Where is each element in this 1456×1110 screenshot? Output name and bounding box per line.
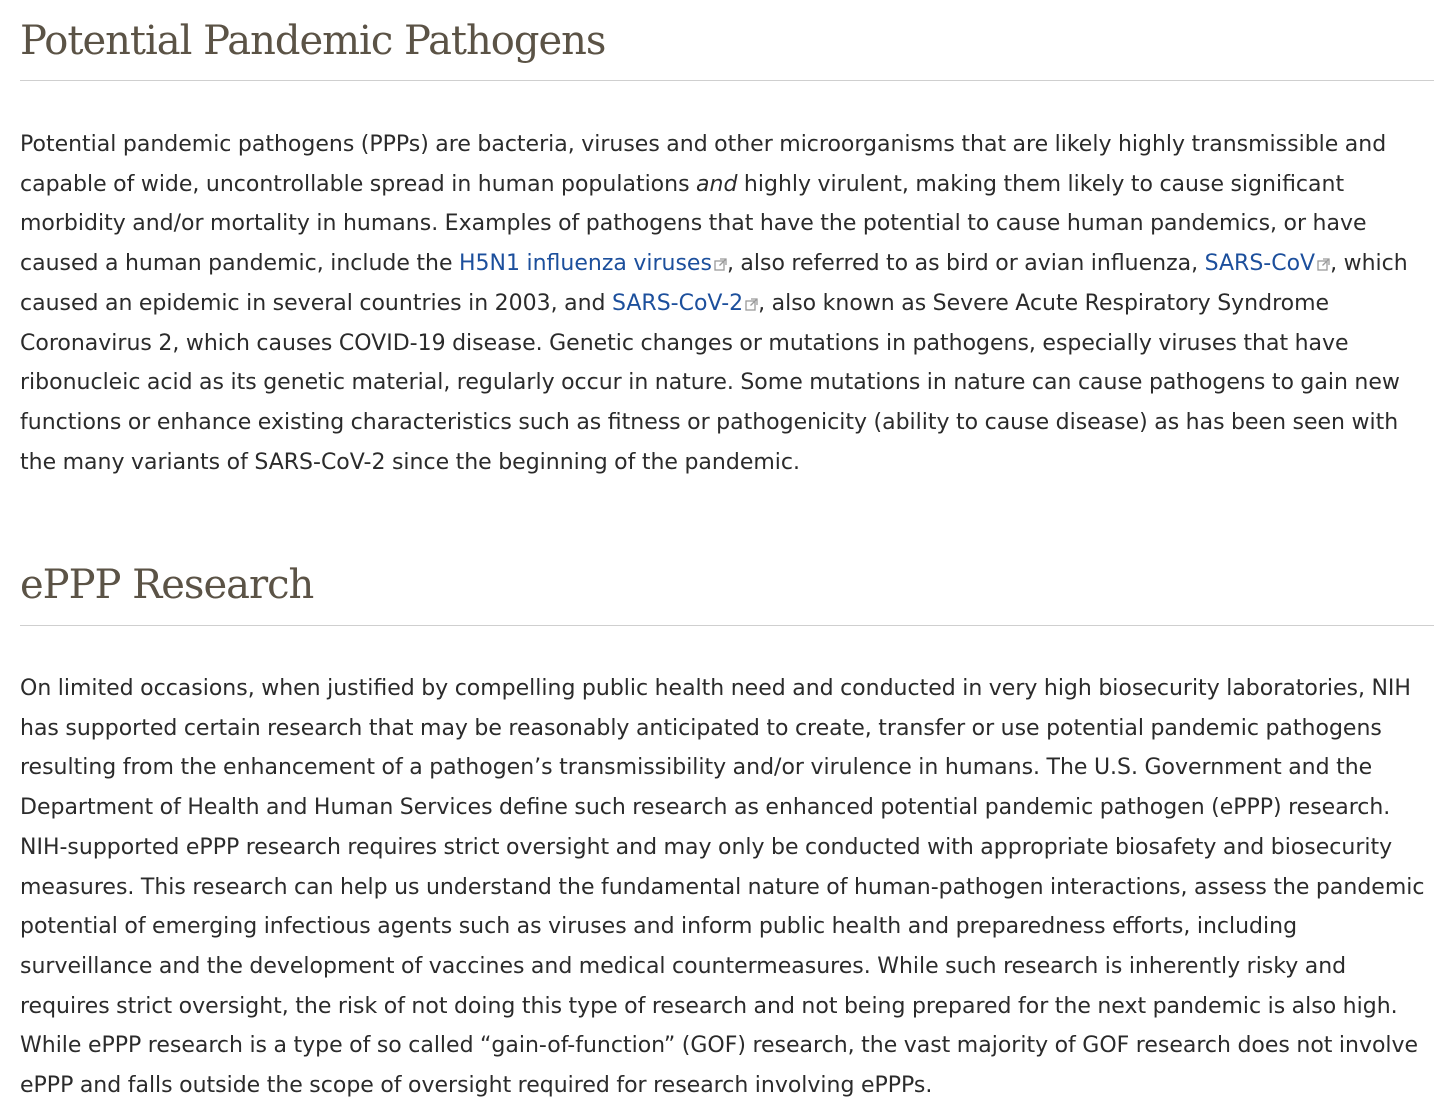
paragraph-text: , also referred to as bird or avian influenza, — [726, 251, 1205, 277]
link-label: SARS-CoV — [1204, 251, 1316, 277]
paragraph-text: , which caused an epidemic in several countries in 2003, and — [20, 251, 1408, 316]
link-label: SARS-CoV-2 — [612, 290, 744, 316]
link-label: H5N1 influenza viruses — [459, 251, 712, 277]
paragraph-eppp-research: On limited occasions, when justified by compelling public health need and conducted in very high biosecurity laboratories, NIH has supported certain research that may be reasonably anticipated to create, transfer or use potential pandemic pathogens resulting from the enhancement of a pathogen’s transmissibility and/or virulence in humans. The U.S. Government and the Department of Health and Human Services define such research as enhanced potential pandemic pathogen (ePPP) research. NIH-supported ePPP research requires strict oversight and may only be conducted with appropriate biosafety and biosecurity measures. This research can help us understand the fundamental nature of human-pathogen interactions, assess the pandemic potential of emerging infectious agents such as viruses and inform public health and preparedness efforts, including surveillance and the development of vaccines and medical countermeasures. While such research is inherently risky and requires strict oversight, the risk of not doing this type of research and not being prepared for the next pandemic is also high. While ePPP research is a type of so called “gain-of-function” (GOF) research, the vast majority of GOF research does not involve ePPP and falls outside the scope of oversight required for research involving ePPPs. — [20, 676, 1425, 1099]
link-sars-cov-2[interactable] — [612, 291, 758, 316]
paragraph-text: highly virulent, making them likely to cause significant morbidity and/or mortality in humans. Examples of pathogens that have the potential to cause human pandemics, or have caused a human pandemic, include the — [20, 171, 1367, 277]
external-link-icon — [745, 298, 758, 311]
external-link-icon — [714, 258, 727, 271]
link-sars-cov[interactable] — [1205, 251, 1330, 276]
divider — [20, 625, 1434, 626]
paragraph-text: Potential pandemic pathogens (PPPs) are bacteria, viruses and other microorganisms that are likely highly transmissible and capable of wide, uncontrollable spread in human populations — [20, 132, 1387, 197]
emphasis-text: and — [696, 171, 738, 197]
divider — [20, 80, 1434, 81]
section-heading-ppp: Potential Pandemic Pathogens — [20, 18, 606, 64]
paragraph-ppp — [20, 125, 1434, 482]
section-heading-eppp-research: ePPP Research — [20, 562, 314, 608]
link-h5n1-influenza[interactable] — [459, 251, 727, 276]
paragraph-text: , also known as Severe Acute Respiratory Syndrome Coronavirus 2, which causes COVID-19 disease. Genetic changes or mutations in pathogens, especially viruses that have ribonucleic acid as its genetic material, regularly occur in nature. Some mutations in nature can cause pathogens to gain new functions or enhance existing characteristics such as fitness or pathogenicity (ability to cause disease) as has been seen with the many variants of SARS-CoV-2 since the beginning of the pandemic. — [20, 290, 1400, 475]
external-link-icon — [1317, 258, 1330, 271]
